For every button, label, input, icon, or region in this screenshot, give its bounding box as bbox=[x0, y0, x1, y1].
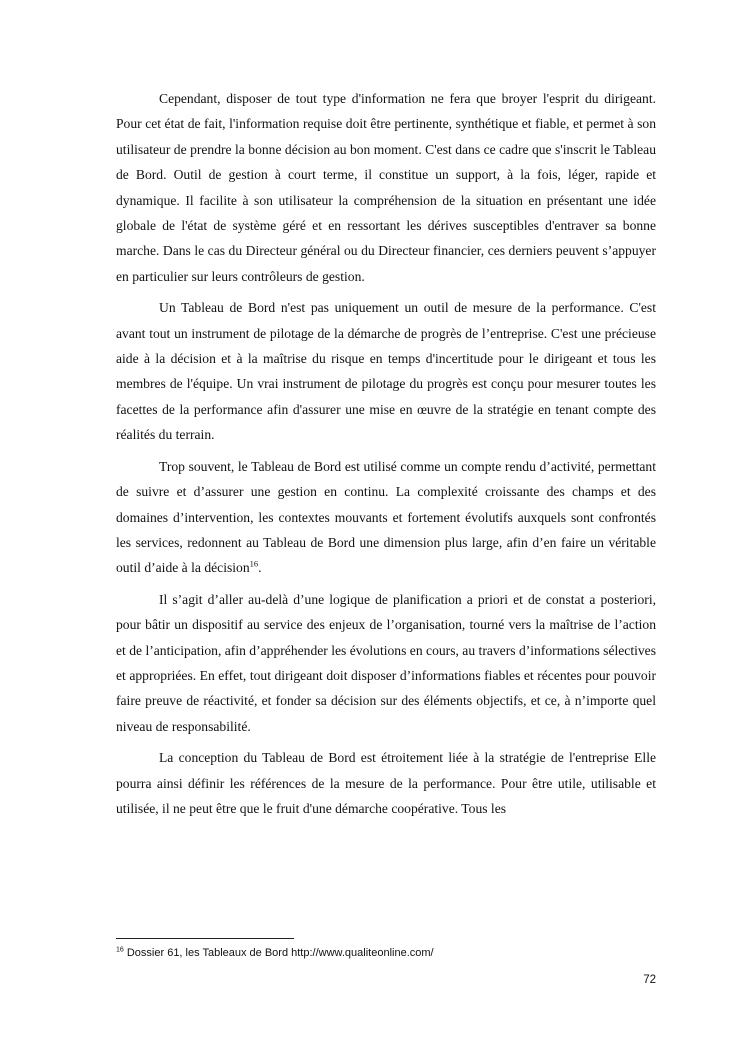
footnote bbox=[116, 945, 656, 961]
paragraph-2-text: Un Tableau de Bord n'est pas uniquement un outil de mesure de la performance. C'est avant tout un instrument de pilotage de la démarche de progrès de l’entreprise. C'est une précieuse aide à la décision et à la maîtrise du risque en temps d'incertitude pour le dirigeant et tous les membres de l'équipe. Un vrai instrument de pilotage du progrès est conçu pour mesurer toutes les facettes de la performance afin d'assurer une mise en œuvre de la stratégie en tenant compte des réalités du terrain. bbox=[116, 300, 656, 443]
footnote-reference: 16 bbox=[249, 558, 259, 569]
footnote-divider bbox=[116, 938, 294, 939]
paragraph-4 bbox=[116, 587, 656, 739]
paragraph-3-text: Trop souvent, le Tableau de Bord est utilisé comme un compte rendu d’activité, permettant de suivre et d’assurer une gestion en continu. La complexité croissante des champs et des domaines d’intervention, les contextes mouvants et fortement évolutifs auxquels sont confrontés les services, redonnent au Tableau de Bord une dimension plus large, afin d’en faire un véritable outil d’aide à la décision bbox=[116, 458, 656, 576]
paragraph-5-text: La conception du Tableau de Bord est étroitement liée à la stratégie de l'entreprise Elle pourra ainsi définir les références de la mesure de la performance. Pour être utile, utilisable et utilisée, il ne peut être que le fruit d'une démarche coopérative. Tous les bbox=[116, 750, 656, 816]
footnote-number: 16 bbox=[116, 946, 124, 954]
page-number: 72 bbox=[643, 974, 656, 986]
footnote-text: Dossier 61, les Tableaux de Bord http://www.qualiteonline.com/ bbox=[123, 947, 434, 959]
paragraph-5 bbox=[116, 745, 656, 821]
paragraph-1 bbox=[116, 86, 656, 289]
paragraph-2 bbox=[116, 295, 656, 447]
paragraph-1-text: Cependant, disposer de tout type d'information ne fera que broyer l'esprit du dirigeant. Pour cet état de fait, l'information requise doit être pertinente, synthétique et fiable, et permet à son utilisateur de prendre la bonne décision au bon moment. C'est dans ce cadre que s'inscrit le Tableau de Bord. Outil de gestion à court terme, il constitue un support, à la fois, léger, rapide et dynamique. Il facilite à son utilisateur la compréhension de la situation en présentant une idée globale de l'état de système géré et en ressortant les dérives susceptibles d'entraver sa bonne marche. Dans le cas du Directeur général ou du Directeur financier, ces derniers peuvent s’appuyer en particulier sur leurs contrôleurs de gestion. bbox=[116, 91, 656, 284]
paragraph-4-text: Il s’agit d’aller au-delà d’une logique de planification a priori et de constat a posteriori, pour bâtir un dispositif au service des enjeux de l’organisation, tourné vers la maîtrise de l’action et de l’anticipation, afin d’appréhender les évolutions en cours, au travers d’informations sélectives et appropriées. En effet, tout dirigeant doit disposer d’informations fiables et récentes pour pouvoir faire preuve de réactivité, et fonder sa décision sur des éléments objectifs, et ce, à n’importe quel niveau de responsabilité. bbox=[116, 591, 656, 734]
body-text bbox=[116, 86, 656, 827]
paragraph-3-end: . bbox=[258, 560, 262, 576]
paragraph-3 bbox=[116, 454, 656, 581]
